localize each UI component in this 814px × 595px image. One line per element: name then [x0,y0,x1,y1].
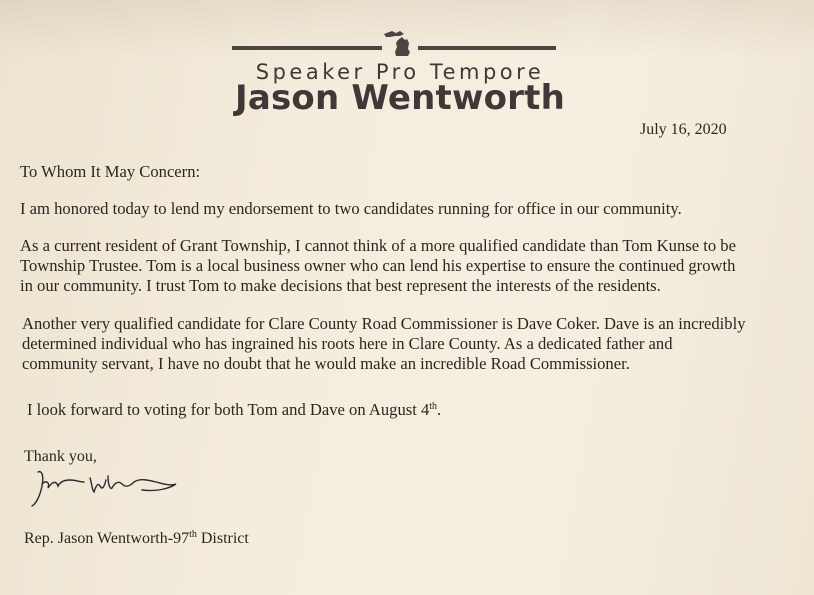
sign-off-end: District [196,530,249,547]
paragraph-4-text: I look forward to voting for both Tom and Dave on August 4 [27,400,430,419]
letterhead-subtitle: Speaker Pro Tempore [255,60,545,84]
letterhead-name: Jason Wentworth [234,78,566,118]
letter-date: July 16, 2020 [640,121,727,138]
paragraph-3-line-1: Another very qualified candidate for Clare County Road Commissioner is Dave Coker. Dave is an incredibly [22,314,746,333]
paragraph-2-line-2: Township Trustee. Tom is a local business owner who can lend his expertise to ensure the continued growth [20,256,736,275]
paragraph-4 [27,400,441,420]
paragraph-4-end: . [437,400,442,419]
paragraph-2-line-1: As a current resident of Grant Township, I cannot think of a more qualified candidate than Tom Kunse to be [20,236,736,255]
salutation: To Whom It May Concern: [20,162,201,181]
michigan-map-icon [378,28,418,58]
sign-off-text: Rep. Jason Wentworth-97 [24,530,190,547]
paragraph-4-suffix: th [429,401,438,412]
letterhead-rule-right [418,46,556,50]
handwritten-signature [30,462,180,510]
letterhead-rule-left [232,46,382,50]
paragraph-3-line-2: determined individual who has ingrained his roots here in Clare County. As a dedicated father and [22,334,673,353]
paragraph-3-line-3: community servant, I have no doubt that he would make an incredible Road Commissioner. [22,354,630,373]
closing: Thank you, [24,448,97,465]
sign-off-suffix: th [189,529,197,540]
paragraph-2-line-3: in our community. I trust Tom to make decisions that best represent the interests of the residents. [20,276,661,295]
sign-off [24,529,249,549]
paragraph-1-line-1: I am honored today to lend my endorsement to two candidates running for office in our community. [20,199,682,218]
